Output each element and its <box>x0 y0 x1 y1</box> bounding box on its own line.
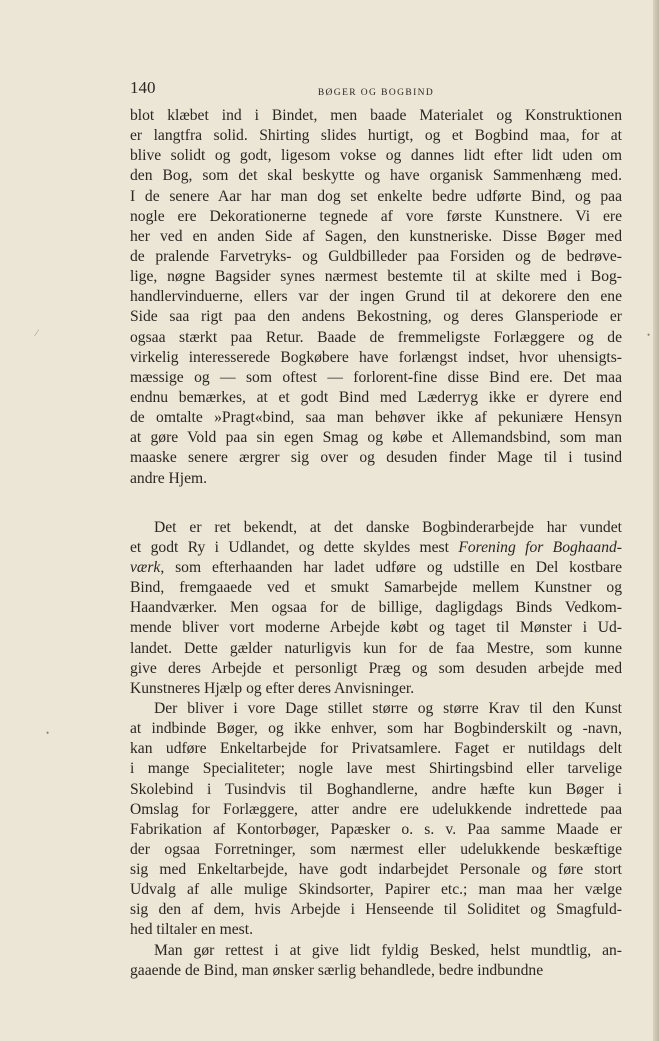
text-line: Der bliver i vore Dage stillet større og større Krav til den Kunst <box>154 699 622 717</box>
text-line: mende bliver vort moderne Arbejde købt og taget til Mønster i Ud- <box>130 619 622 637</box>
text-line: sig med Enkeltarbejde, have godt indarbejdet Personale og føre stort <box>130 861 622 879</box>
text-line: endnu bemærkes, at et godt Bind med Læderryg ikke er dyrere end <box>130 388 622 406</box>
running-title: BØGER OG BOGBIND <box>317 88 435 98</box>
text-body <box>130 106 622 981</box>
text-line: maaske senere ærgrer sig over og desuden finder Mage til i tusind <box>130 449 622 467</box>
italic-title: værk <box>130 558 161 576</box>
text-line: I de senere Aar har man dog set enkelte bedre udførte Bind, og paa <box>130 187 622 205</box>
text-line: landet. Dette gælder naturligvis kun for de faa Mestre, som kunne <box>130 639 622 657</box>
text-line: den Bog, som det skal beskytte og have organisk Sammenhæng med. <box>130 167 622 185</box>
text-line: Det er ret bekendt, at det danske Bogbinderarbejde har vundet <box>154 518 622 536</box>
text-line: Fabrikation af Kontorbøger, Papæsker o. s. v. Paa samme Maade er <box>130 820 622 838</box>
scan-edge-shadow <box>653 0 659 1041</box>
paragraph <box>130 106 622 489</box>
text-line: handlervinduerne, ellers var der ingen Grund til at dekorere den ene <box>130 288 622 306</box>
scan-speck: ⁄ <box>36 328 38 338</box>
text-line: de pralende Farvetryks- og Guldbilleder paa Forsiden og de bedrøve- <box>130 247 622 265</box>
text-line: Man gør rettest i at give lidt fyldig Besked, helst mundtlig, an- <box>154 941 622 959</box>
text-line: at gøre Vold paa sin egen Smag og købe et Allemandsbind, som man <box>130 429 622 447</box>
text-line: give deres Arbejde et personligt Præg og som desuden arbejde med <box>130 659 622 677</box>
text-line: blive solidt og godt, ligesom vokse og dannes lidt efter lidt uden om <box>130 147 622 165</box>
book-page <box>130 78 622 981</box>
text-line: værk, som efterhaanden har ladet udføre og udstille en Del kostbare <box>130 558 622 576</box>
text-line: Kunstneres Hjælp og efter deres Anvisninger. <box>130 679 415 697</box>
text-line: der ogsaa Forretninger, som nærmest eller udelukkende beskæftige <box>130 840 622 858</box>
text-line: hed tiltaler en mest. <box>130 921 253 939</box>
text-line: Bind, fremgaaede ved et smukt Samarbejde mellem Kunstner og <box>130 579 622 597</box>
text-line: sig den af dem, hvis Arbejde i Henseende til Soliditet og Smagfuld- <box>130 901 622 919</box>
paragraph <box>130 941 622 981</box>
text-line: Haandværker. Men ogsaa for de billige, dagligdags Binds Vedkom- <box>130 599 622 617</box>
text-line: kan udføre Enkeltarbejde for Privatsamlere. Faget er nutildags delt <box>130 740 622 758</box>
text-line: mæssige og — som oftest — forlorent-fine disse Bind ere. Det maa <box>130 368 622 386</box>
text-line: ogsaa stærkt paa Retur. Baade de fremmeligste Forlæggere og de <box>130 328 622 346</box>
text-line: at indbinde Bøger, og ikke enhver, som har Bogbinderskilt og -navn, <box>130 720 622 738</box>
text-line: Side saa rigt paa den andens Bekostning, og deres Glansperiode er <box>130 308 622 326</box>
text-line: andre Hjem. <box>130 469 208 487</box>
text-line: de omtalte »Pragt«bind, saa man behøver ikke af pekuniære Hensyn <box>130 409 622 427</box>
text-line: Skolebind i Tusindvis til Boghandlerne, andre hæfte kun Bøger i <box>130 780 622 798</box>
paragraph-gap <box>130 489 622 518</box>
text-line: et godt Ry i Udlandet, og dette skyldes mest Forening for Boghaand- <box>130 538 622 556</box>
page-number: 140 <box>130 78 156 97</box>
text-line: blot klæbet ind i Bindet, men baade Materialet og Konstruktionen <box>130 107 622 124</box>
text-line: nogle ere Dekorationerne tegnede af vore første Kunstnere. Vi ere <box>130 207 622 225</box>
paragraph <box>130 518 622 699</box>
scan-speck: • <box>46 728 50 738</box>
paragraph <box>130 699 622 941</box>
text-line: virkelig interesserede Bogkøbere have forlængst indset, hvor uhensigts- <box>130 348 622 366</box>
italic-title: Forening for Boghaand- <box>458 538 622 556</box>
text-line: Omslag for Forlæggere, atter andre ere udelukkende indrettede paa <box>130 800 622 818</box>
running-header <box>130 78 622 106</box>
text-line: er langtfra solid. Shirting slides hurtigt, og et Bogbind maa, for at <box>130 127 622 145</box>
text-line: her ved en anden Side af Sagen, den kunstneriske. Disse Bøger med <box>130 227 622 245</box>
scan-speck: • <box>647 330 651 340</box>
text-line: lige, nøgne Bagsider synes nærmest bestemte til at skilte med i Bog- <box>130 268 622 286</box>
text-line: Udvalg af alle mulige Skindsorter, Papirer etc.; man maa her vælge <box>130 881 622 899</box>
text-line: gaaende de Bind, man ønsker særlig behandlede, bedre indbundne <box>130 961 544 979</box>
text-line: i mange Specialiteter; nogle lave mest Shirtingsbind eller tarvelige <box>130 760 622 778</box>
